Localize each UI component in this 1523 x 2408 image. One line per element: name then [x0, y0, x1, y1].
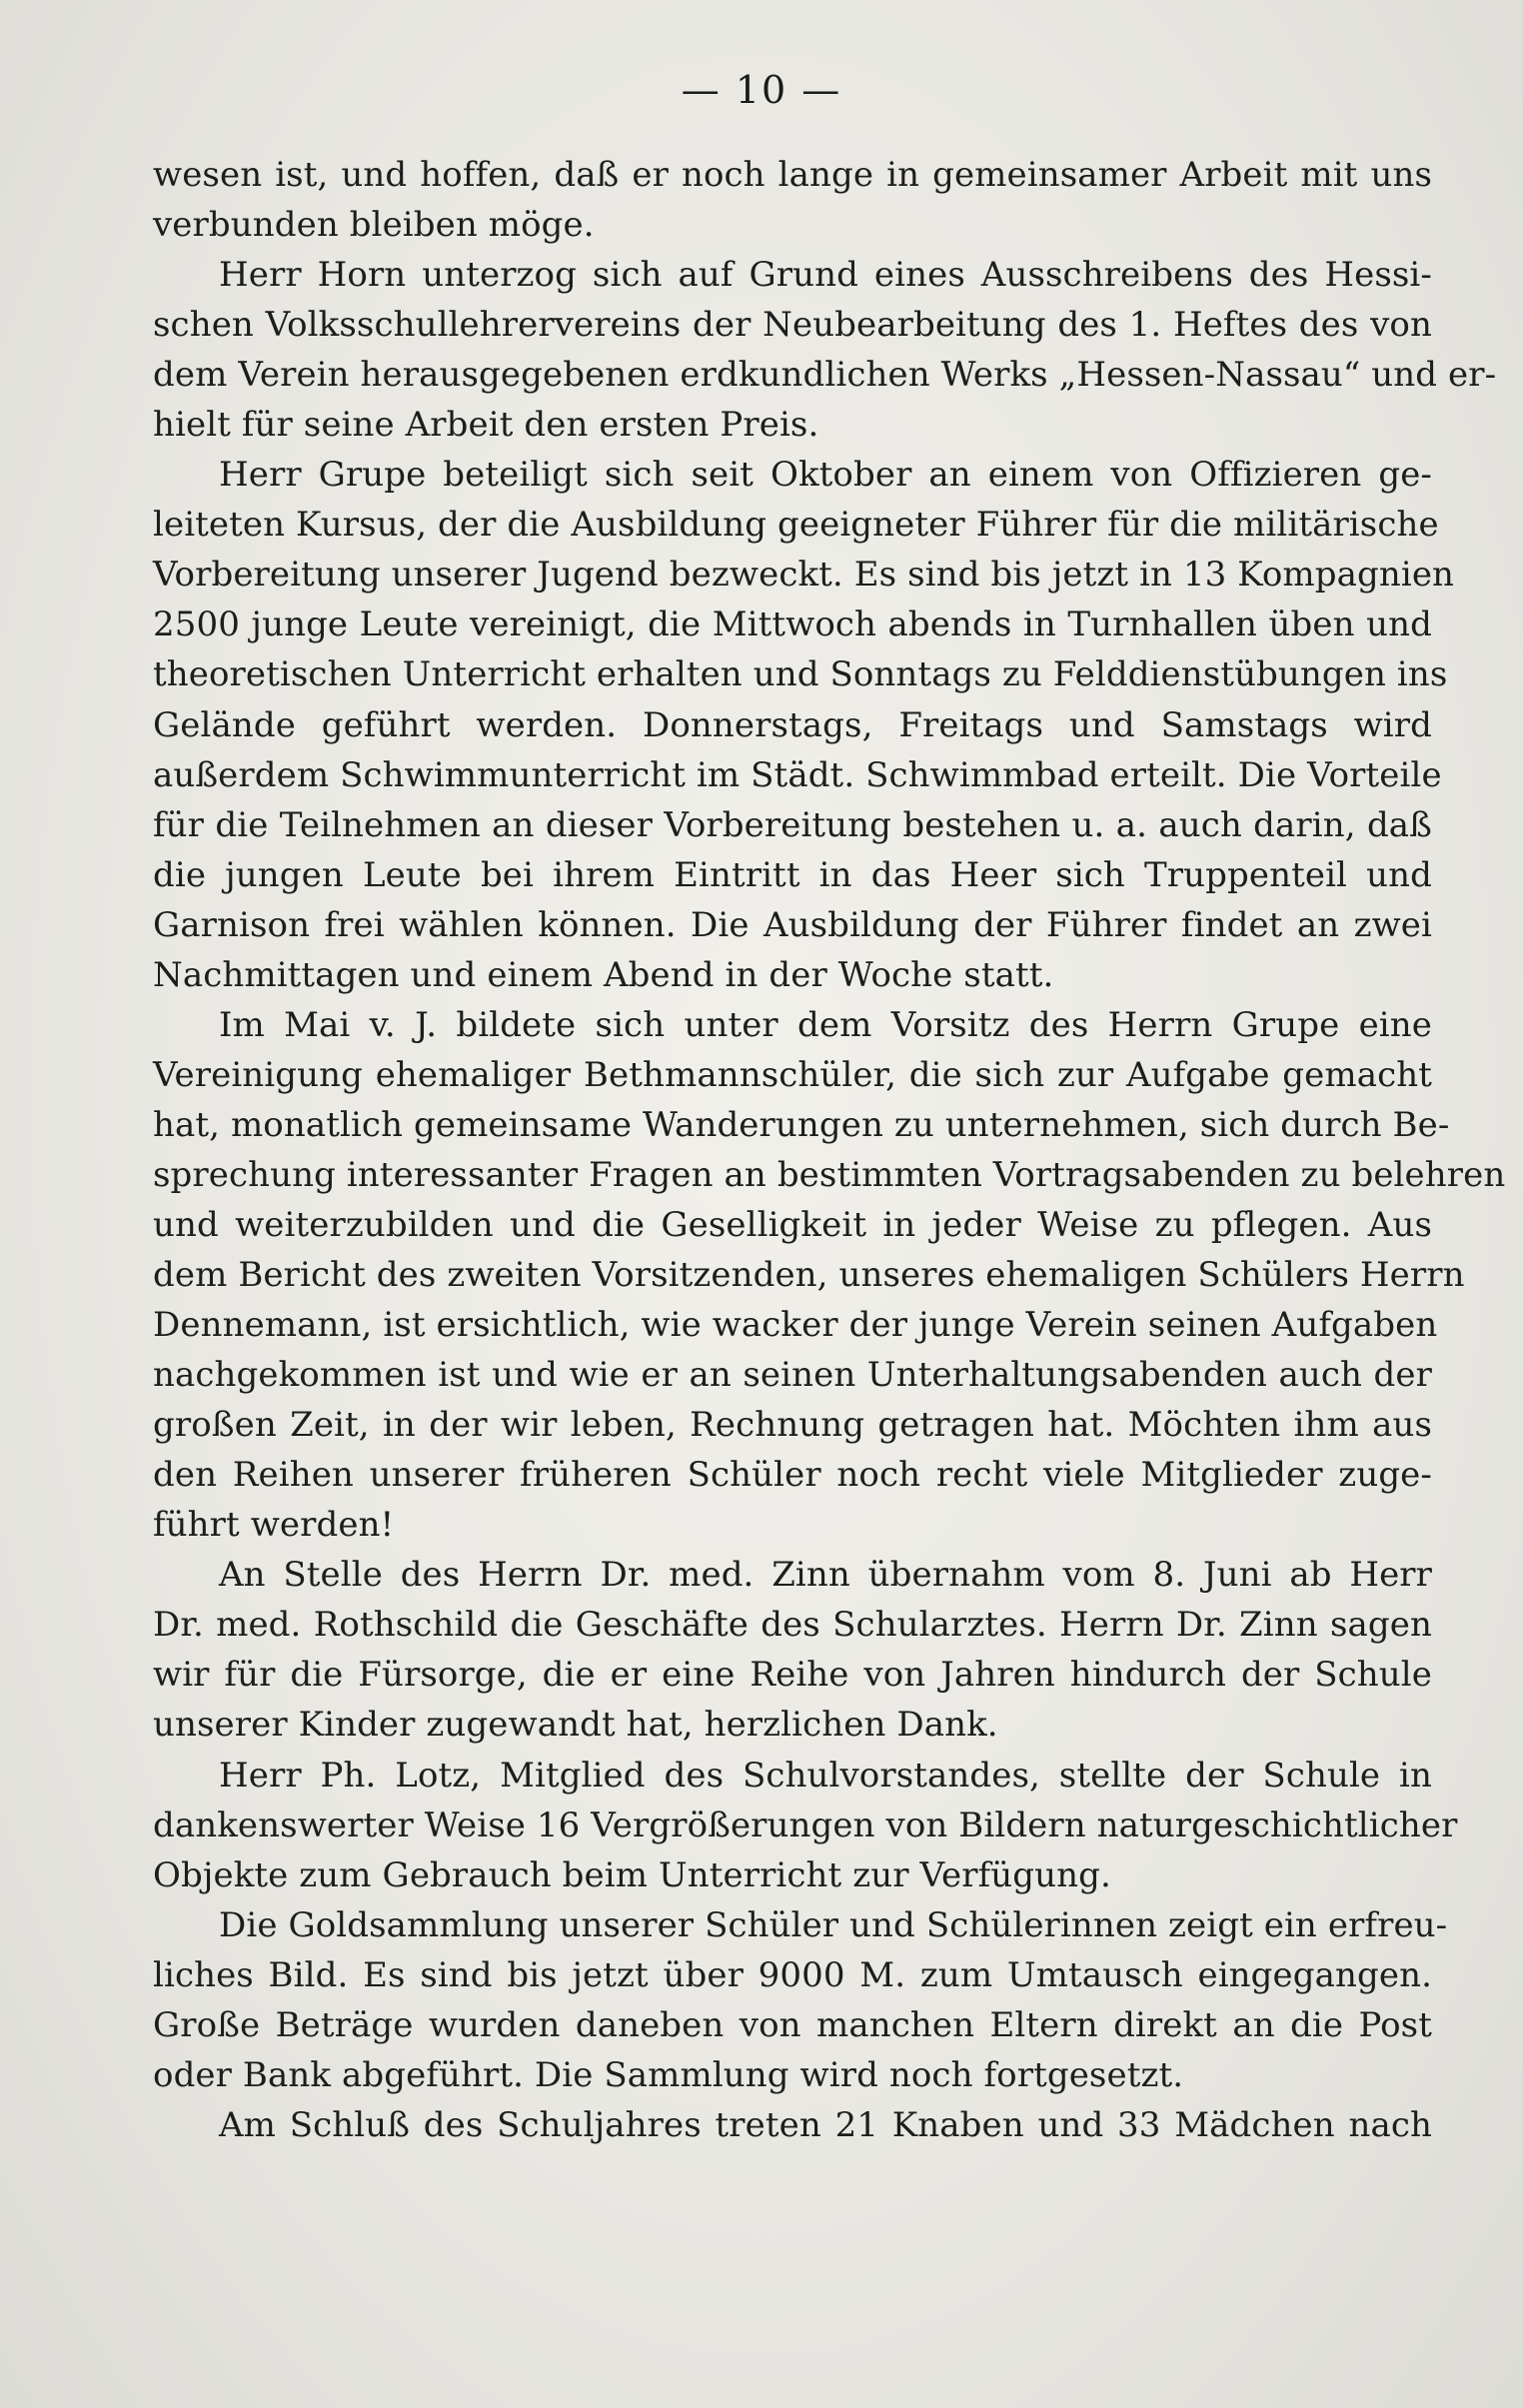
paragraph: [153, 250, 1497, 450]
text-line: außerdem Schwimmunterricht im Städt. Schwimmbad erteilt. Die Vorteile: [153, 754, 1442, 795]
text-line: dem Bericht des zweiten Vorsitzenden, unseres ehemaligen Schülers Herrn: [153, 1255, 1465, 1296]
paragraph: [153, 1751, 1458, 1900]
text-line: den Reihen unserer früheren Schüler noch recht viele Mitglieder zuge-: [153, 1455, 1432, 1496]
text-line: hat, monatlich gemeinsame Wanderungen zu unternehmen, sich durch Be-: [153, 1104, 1450, 1145]
text-line: Garnison frei wählen können. Die Ausbildung der Führer findet an zwei: [153, 904, 1432, 945]
text-line: Im Mai v. J. bildete sich unter dem Vorsitz des Herrn Grupe eine: [219, 1004, 1432, 1045]
text-line: Vereinigung ehemaliger Bethmannschüler, die sich zur Aufgabe gemacht: [153, 1054, 1432, 1095]
paragraph: [153, 1900, 1448, 2100]
text-line: Objekte zum Gebrauch beim Unterricht zur Verfügung.: [153, 1854, 1111, 1895]
text-line: verbunden bleiben möge.: [153, 205, 595, 246]
body-text: [153, 150, 1506, 2150]
text-line: theoretischen Unterricht erhalten und Sonntags zu Felddienstübungen ins: [153, 654, 1448, 695]
text-line: 2500 junge Leute vereinigt, die Mittwoch abends in Turnhallen üben und: [153, 604, 1432, 645]
text-line: An Stelle des Herrn Dr. med. Zinn übernahm vom 8. Juni ab Herr: [219, 1555, 1432, 1596]
paragraph: [153, 1550, 1432, 1750]
text-line: Herr Grupe beteiligt sich seit Oktober an einem von Offizieren ge-: [219, 455, 1432, 496]
text-line: Herr Horn unterzog sich auf Grund eines Ausschreibens des Hessi-: [219, 255, 1432, 296]
text-line: Dr. med. Rothschild die Geschäfte des Schularztes. Herrn Dr. Zinn sagen: [153, 1605, 1432, 1646]
text-line: großen Zeit, in der wir leben, Rechnung getragen hat. Möchten ihm aus: [153, 1405, 1432, 1446]
text-line: Gelände geführt werden. Donnerstags, Freitags und Samstags wird: [153, 704, 1432, 745]
text-line: sprechung interessanter Fragen an bestimmten Vortragsabenden zu belehren: [153, 1154, 1506, 1195]
text-line: dankenswerter Weise 16 Vergrößerungen von Bildern naturgeschichtlicher: [153, 1805, 1458, 1845]
paragraph: [153, 150, 1432, 250]
paragraph: [153, 2100, 1432, 2150]
text-line: Dennemann, ist ersichtlich, wie wacker der junge Verein seinen Aufgaben: [153, 1305, 1438, 1346]
text-line: wir für die Fürsorge, die er eine Reihe von Jahren hindurch der Schule: [153, 1655, 1432, 1696]
text-line: liches Bild. Es sind bis jetzt über 9000 M. zum Umtausch eingegangen.: [153, 1954, 1432, 1995]
text-line: Große Beträge wurden daneben von manchen Eltern direkt an die Post: [153, 2004, 1432, 2045]
text-line: Die Goldsammlung unserer Schüler und Schülerinnen zeigt ein erfreu-: [219, 1904, 1448, 1945]
paragraph: [153, 1000, 1506, 1551]
text-line: führt werden!: [153, 1505, 395, 1546]
text-line: dem Verein herausgegebenen erdkundlichen Werks „Hessen-Nassau“ und er-: [153, 355, 1497, 396]
text-line: für die Teilnehmen an dieser Vorbereitung bestehen u. a. auch darin, daß: [153, 804, 1432, 845]
text-line: Am Schluß des Schuljahres treten 21 Knaben und 33 Mädchen nach: [219, 2104, 1432, 2145]
text-line: unserer Kinder zugewandt hat, herzlichen Dank.: [153, 1705, 998, 1746]
text-line: wesen ist, und hoffen, daß er noch lange in gemeinsamer Arbeit mit uns: [153, 155, 1432, 195]
text-line: schen Volksschullehrervereins der Neubearbeitung des 1. Heftes des von: [153, 305, 1432, 346]
text-line: leiteten Kursus, der die Ausbildung geeigneter Führer für die militärische: [153, 505, 1439, 546]
page-number: — 10 —: [681, 68, 842, 112]
text-line: die jungen Leute bei ihrem Eintritt in das Heer sich Truppenteil und: [153, 854, 1432, 895]
text-line: oder Bank abgeführt. Die Sammlung wird noch fortgesetzt.: [153, 2054, 1184, 2095]
text-line: hielt für seine Arbeit den ersten Preis.: [153, 405, 819, 446]
text-line: Herr Ph. Lotz, Mitglied des Schulvorstandes, stellte der Schule in: [219, 1755, 1432, 1796]
text-line: und weiterzubilden und die Geselligkeit in jeder Weise zu pflegen. Aus: [153, 1204, 1432, 1245]
text-line: nachgekommen ist und wie er an seinen Unterhaltungsabenden auch der: [153, 1355, 1432, 1396]
text-line: Nachmittagen und einem Abend in der Woche statt.: [153, 954, 1054, 995]
paragraph: [153, 450, 1455, 1000]
text-line: Vorbereitung unserer Jugend bezweckt. Es sind bis jetzt in 13 Kompagnien: [153, 555, 1455, 596]
